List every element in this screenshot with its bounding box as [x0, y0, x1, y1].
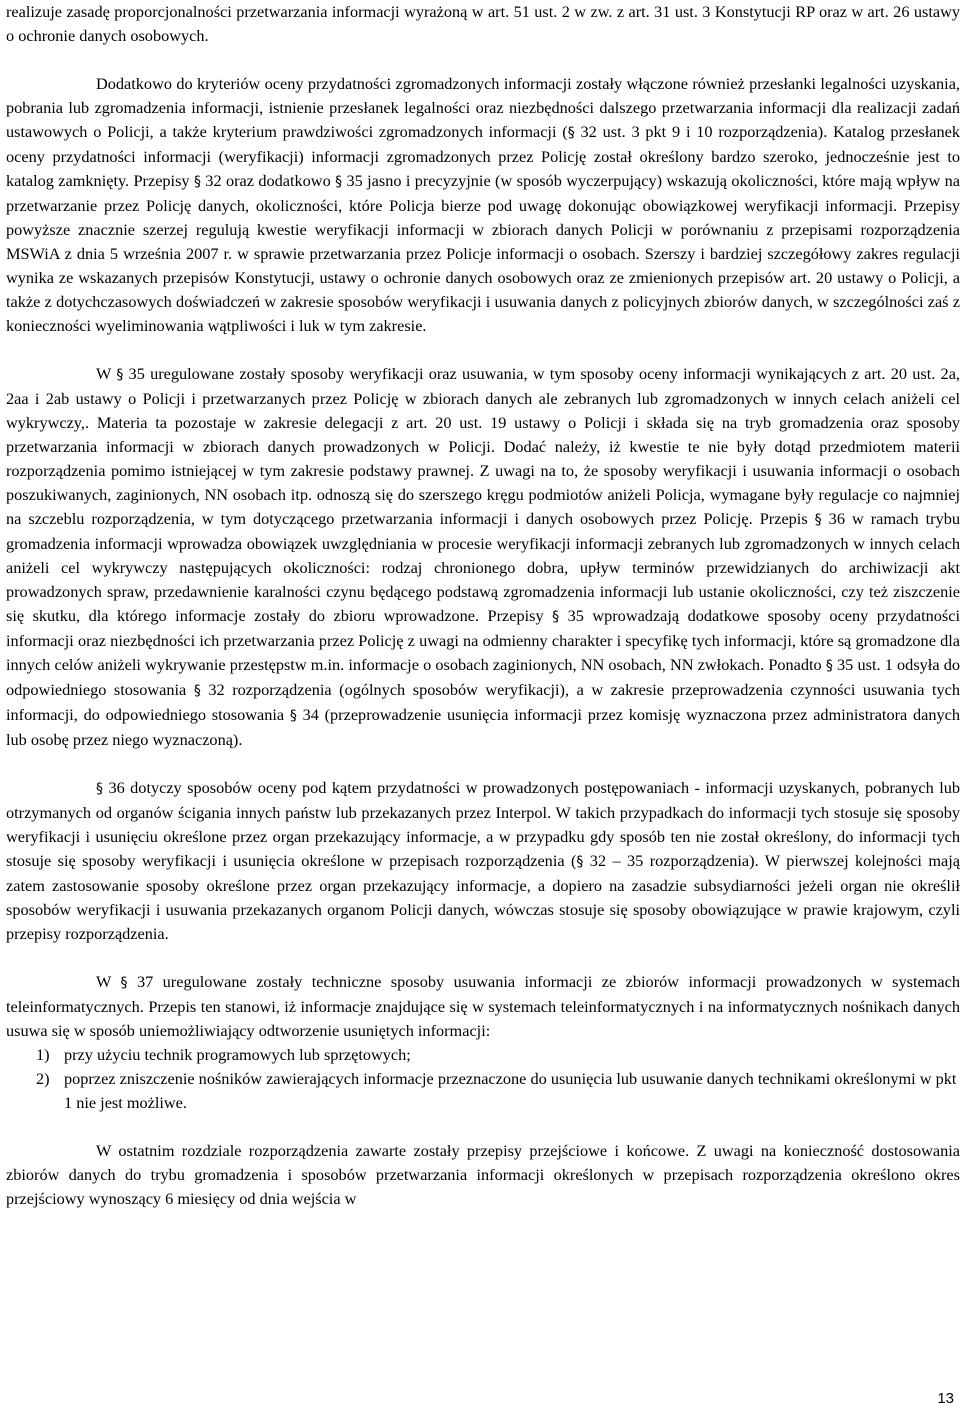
paragraph-2-part-d: 35 wprowadzają dodatkowe sposoby oceny przydatności informacji oraz niezbędności ich przetwarzania przez Policję z uwagi na odmienny charakter i specyfikę tych informacji, które są gromadzone dla innych celów aniżeli wykrywanie przestępstw m.in. informacje o osobach zaginionych, NN osobach, NN zwłokach. Ponadto — [6, 606, 960, 674]
paragraph-1-part-b: 32 ust. 3 pkt 9 i 10 rozporządzenia). Katalog przesłanek oceny przydatności informacji (weryfikacji) informacji zgromadzonych przez Policję został określony bardzo szeroko, jednocześnie jest to katalog zamknięty. Przepisy — [6, 122, 960, 190]
paragraph-2-part-e: 35 ust. 1 odsyła do odpowiedniego stosowania — [6, 655, 960, 699]
section-sign: § — [814, 512, 822, 528]
paragraph-gap — [6, 946, 960, 970]
paragraph-0: realizuje zasadę proporcjonalności przetwarzania informacji wyrażoną w art. 51 ust. 2 w zw. z art. 31 ust. 3 Konstytucji RP oraz w art. 26 ustawy o ochronie danych osobowych. — [6, 2, 960, 45]
list-item-number: 2) — [36, 1069, 50, 1088]
paragraph-2-part-a: W — [96, 364, 117, 383]
paragraph-4-part-b: 37 uregulowane zostały techniczne sposoby usuwania informacji ze zbiorów informacji prowadzonych w systemach teleinformatycznych. Przepis ten stanowi, iż informacje znajdujące się w systemach teleinformatycznych i na informatycznych nośnikach danych usuwa się w sposób uniemożliwiający odtworzenie usuniętych informacji: — [6, 972, 960, 1040]
paragraph-gap — [6, 48, 960, 72]
paragraph-3-part-a: 36 dotyczy sposobów oceny pod kątem przydatności w prowadzonych postępowaniach - informacji uzyskanych, pobranych lub otrzymanych od organów ścigania innych państw lub przekazanych przez Interpol. W takich przypadkach do informacji tych stosuje się sposoby weryfikacji i usunięciu określone przez organ przekazujący informacje, a w przypadku gdy sposób ten nie został określony, do informacji tych stosuje się sposoby weryfikacji i usunięcia określone w przepisach rozporządzenia ( — [6, 778, 960, 870]
document-page — [6, 0, 960, 1211]
paragraph-2-part-c: 36 w ramach trybu gromadzenia informacji wprowadza obowiązek uwzględniania w procesie weryfikacji informacji zebranych lub zgromadzonych w innych celach aniżeli cel wykrywczy następujących okoliczności: rodzaj chronionego dobra, upływ terminów przewidzianych do archiwizacji akt prowadzonych spraw, przedawnienie karalności czynu będącego podstawą zgromadzenia informacji lub ustanie okoliczności, czy też ziszczenie się skutku, dla którego informacje zostały do zbioru wprowadzone. Przepisy — [6, 509, 960, 625]
list-item-number: 1) — [36, 1045, 50, 1064]
section-sign: § — [96, 781, 103, 797]
paragraph-2-part-g: 34 (przeprowadzenie usunięcia informacji przez komisję wyznaczona przez administratora danych lub osobę przez niego wyznaczoną). — [6, 705, 960, 749]
paragraph-3-part-b: 32 – 35 rozporządzenia). W pierwszej kolejności mają zatem zastosowanie sposoby określone przez organ przekazujący informacje, a dopiero na zasadzie subsydiarności jeżeli organ nie określił sposobów weryfikacji i usuwania przekazanych organom Policji danych, wówczas stosuje się sposoby obowiązujące w prawie krajowym, czyli przepisy rozporządzenia. — [6, 851, 960, 943]
list-item-text: przy użyciu technik programowych lub sprzętowych; — [64, 1045, 411, 1064]
paragraph-3 — [6, 776, 960, 946]
paragraph-2-part-b: 35 uregulowane zostały sposoby weryfikacji oraz usuwania, w tym sposoby oceny informacji wynikających z art. 20 ust. 2a, 2aa i 2ab ustawy o Policji i przetwarzanych przez Policję w zbiorach danych ale zebranych lub zgromadzonych w innych celach aniżeli cel wykrywczy,. Materia ta pozostaje w zakresie delegacji z art. 20 ust. 19 ustawy o Policji i składa się na tryb gromadzenia oraz sposoby przetwarzania informacji w zbiorach danych prowadzonych w Policji. Dodać należy, iż kwestie te nie były dotąd przedmiotem materii rozporządzenia pomimo istniejącej w tym zakresie podstawy prawnej. Z uwagi na to, że sposoby weryfikacji i usuwania informacji o osobach poszukiwanych, zaginionych, NN osobach itp. odnoszą się do szerszego kręgu podmiotów aniżeli Policja, wymagane były regulacje co najmniej na szczeblu rozporządzenia, w tym dotyczącego przetwarzania informacji i danych osobowych przez Policję. Przepis — [6, 364, 960, 528]
section-sign: § — [120, 975, 128, 991]
paragraph-2 — [6, 362, 960, 752]
paragraph-1 — [6, 72, 960, 338]
paragraph-4-part-a: W — [96, 972, 121, 991]
list-item — [6, 1067, 960, 1115]
section-sign: § — [335, 174, 343, 190]
section-sign: § — [576, 854, 584, 870]
paragraph-2-part-f: 32 rozporządzenia (ogólnych sposobów weryfikacji), a w zakresie przeprowadzenia czynności usuwania tych informacji, do odpowiedniego stosowania — [6, 680, 960, 724]
list-item — [6, 1043, 960, 1067]
section-sign: § — [567, 125, 575, 141]
section-sign: § — [116, 367, 124, 383]
page-number: 13 — [937, 1390, 954, 1407]
section-sign: § — [193, 174, 201, 190]
paragraph-gap — [6, 1115, 960, 1139]
deletion-methods-list — [6, 1043, 960, 1115]
paragraph-1-part-d: 35 jasno i precyzyjnie (w sposób wyczerpujący) wskazują okoliczności, które mają wpływ na przetwarzanie przez Policję danych, okoliczności, które Policja bierze pod uwagę dokonując obowiązkowej weryfikacji informacji. Przepisy powyższe znacznie szerzej regulują kwestie weryfikacji informacji w zbiorach danych Policji w porównaniu z przepisami rozporządzenia MSWiA z dnia 5 września 2007 r. w sprawie przetwarzania przez Policje informacji o osobach. Szerszy i bardziej szczegółowy zakres regulacji wynika ze wskazanych przepisów Konstytucji, ustawy o ochronie danych osobowych oraz ze zmienionych przepisów art. 20 ustawy o Policji, a także z dotychczasowych doświadczeń w zakresie sposobów weryfikacji i usuwania danych z policyjnych zbiorów danych, w szczególności zaś z konieczności wyeliminowania wątpliwości i luk w tym zakresie. — [6, 171, 960, 335]
section-sign: § — [289, 708, 297, 724]
section-sign: § — [193, 683, 201, 699]
list-item-text: poprzez zniszczenie nośników zawierających informacje przeznaczone do usunięcia lub usuwanie danych technikami określonymi w pkt 1 nie jest możliwe. — [64, 1069, 957, 1112]
section-sign: § — [825, 658, 833, 674]
paragraph-1-part-a: Dodatkowo do kryteriów oceny przydatności zgromadzonych informacji zostały włączone również przesłanki legalności uzyskania, pobrania lub zgromadzenia informacji, istnienie przesłanek legalności oraz niezbędności dalszego przetwarzania informacji dla realizacji zadań ustawowych o Policji, a także kryterium prawdziwości zgromadzonych informacji ( — [6, 74, 960, 141]
paragraph-gap — [6, 752, 960, 776]
paragraph-5: W ostatnim rozdziale rozporządzenia zawarte zostały przepisy przejściowe i końcowe. Z uwagi na konieczność dostosowania zbiorów danych do trybu gromadzenia i sposobów przetwarzania informacji określonych w przepisach rozporządzenia określono okres przejściowy wynoszący 6 miesięcy od dnia wejścia w — [6, 1141, 960, 1208]
section-sign: § — [552, 609, 560, 625]
paragraph-4 — [6, 970, 960, 1043]
paragraph-gap — [6, 338, 960, 362]
paragraph-1-part-c: 32 oraz dodatkowo — [200, 171, 336, 190]
